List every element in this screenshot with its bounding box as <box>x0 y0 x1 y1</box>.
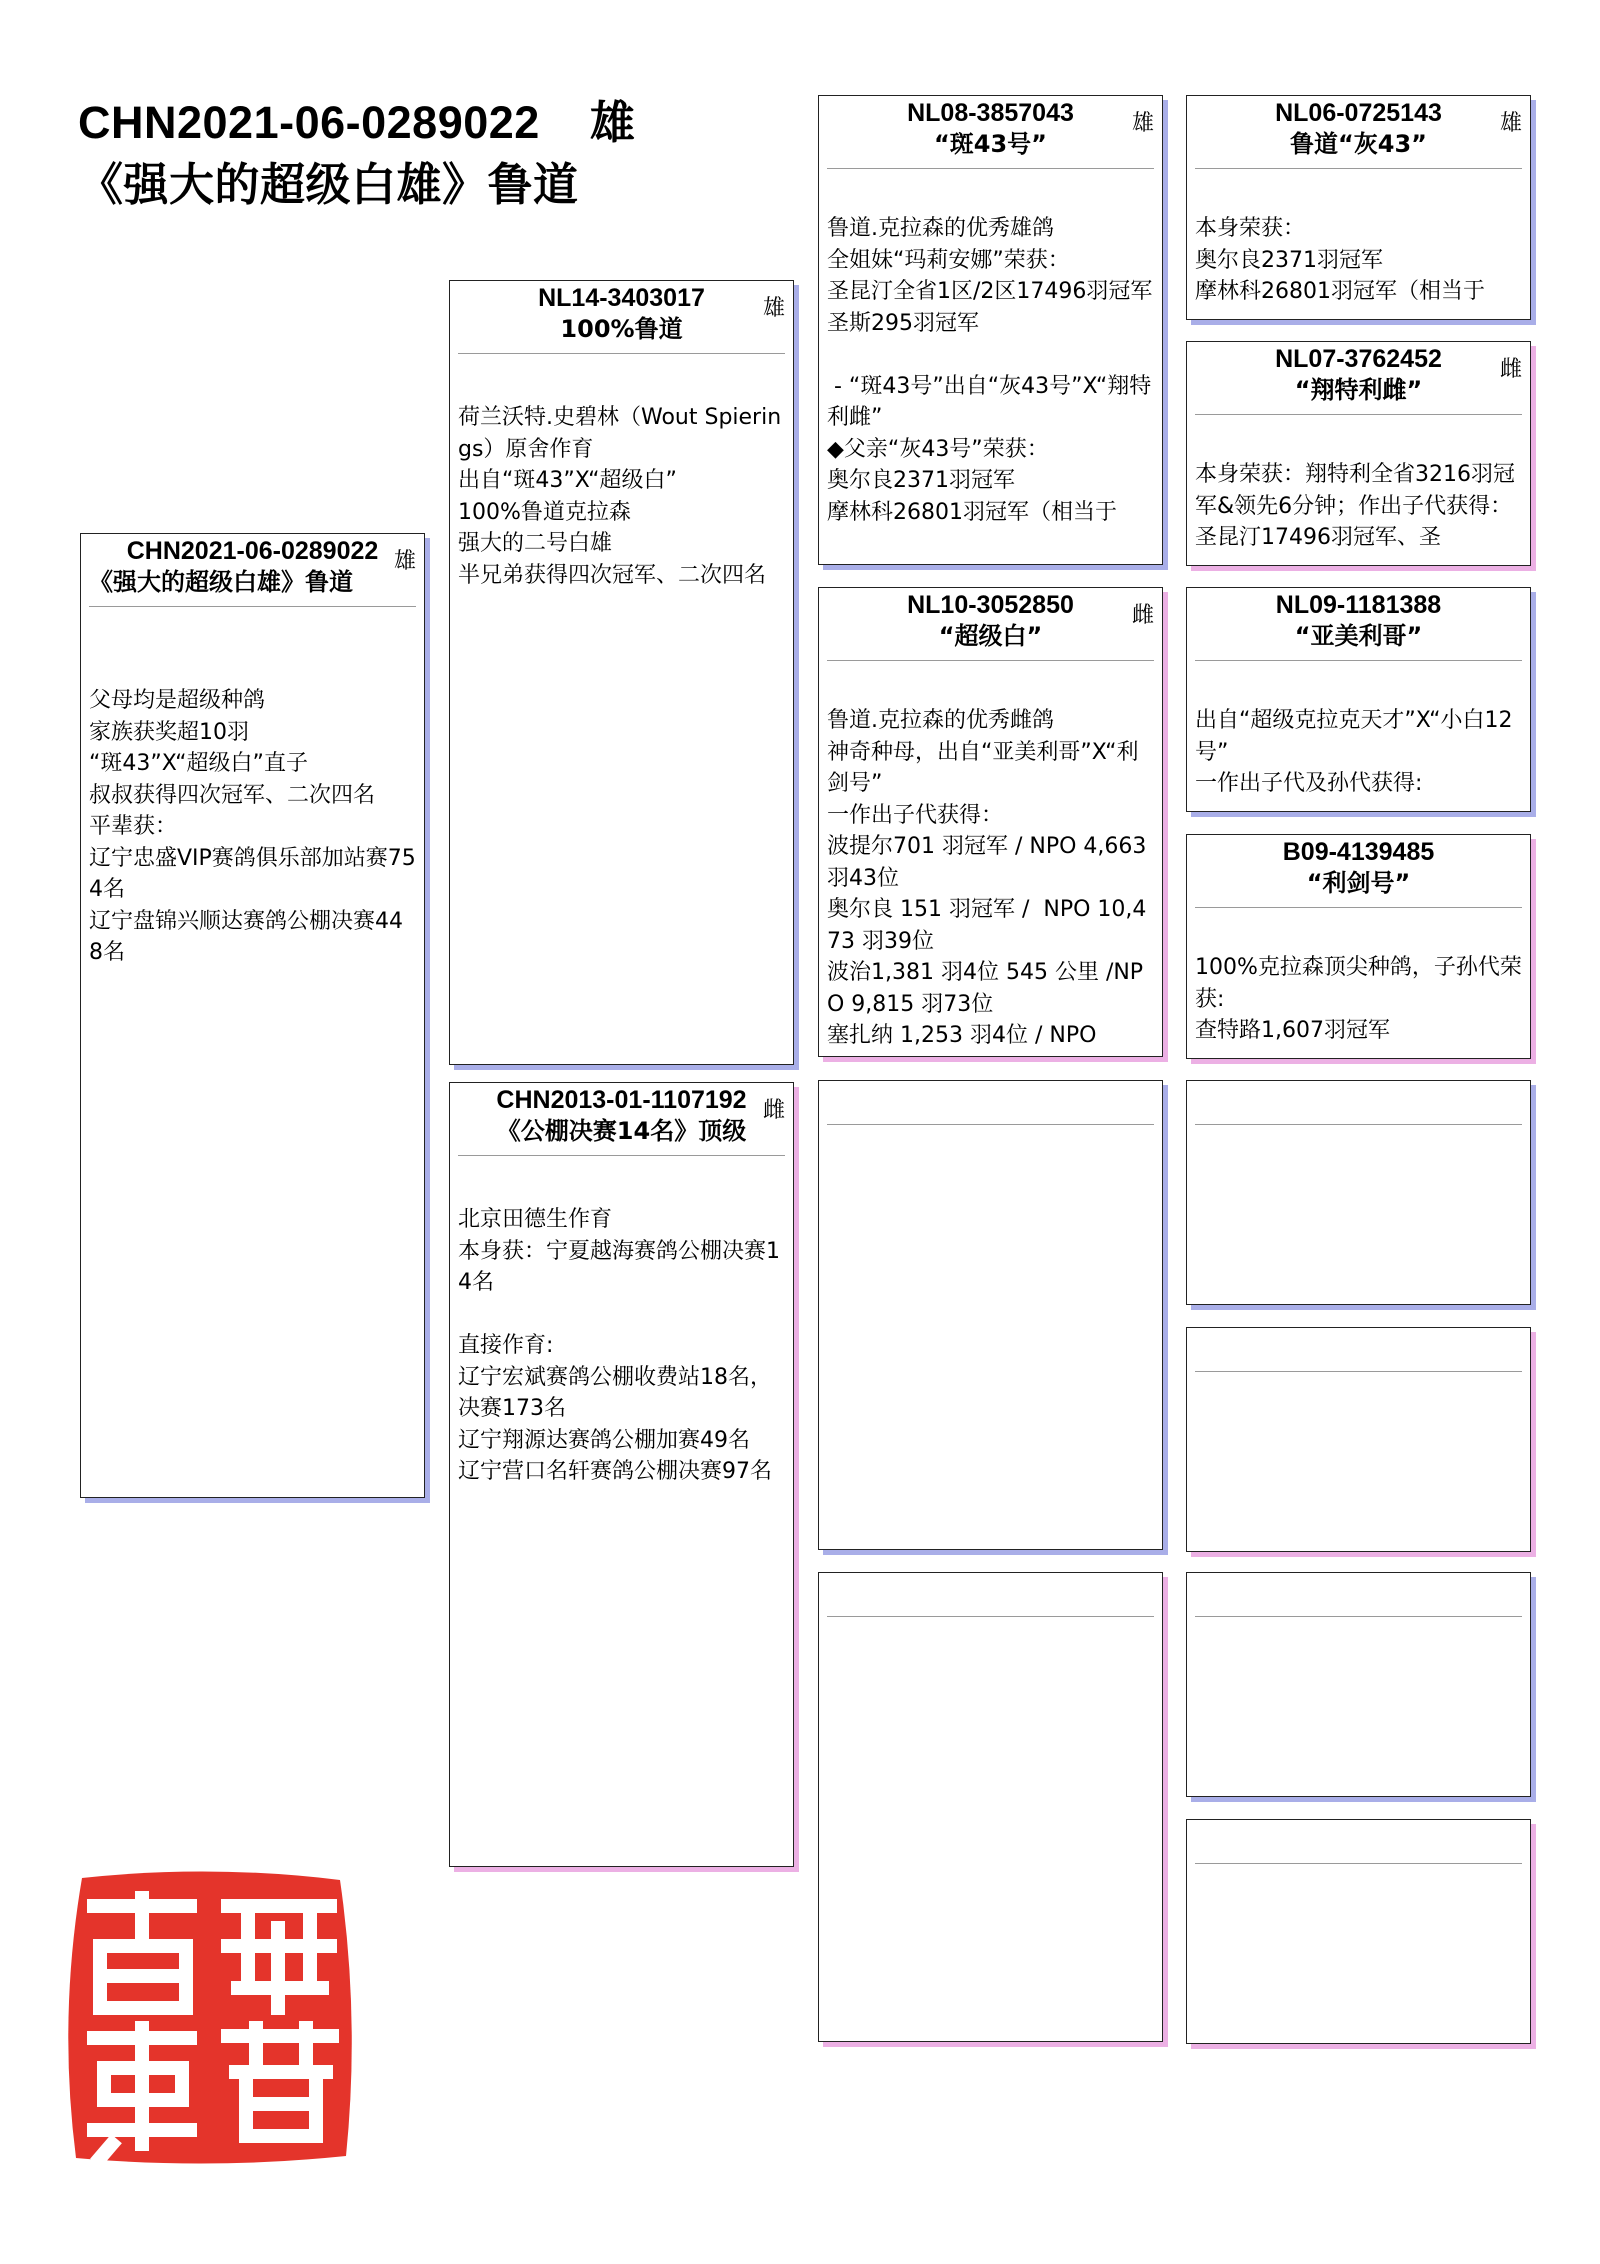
ring-number: NL14-3403017 <box>538 284 705 312</box>
card-header <box>1187 96 1530 160</box>
card-divider <box>1195 1863 1522 1864</box>
card-description: 荷兰沃特.史碧林（Wout Spierings）原舍作育 出自“斑43”X“超级白” 100%鲁道克拉森 强大的二号白雄 半兄弟获得四次冠军、二次四名 <box>458 405 782 588</box>
card-header <box>819 96 1162 160</box>
ring-number: CHN2021-06-0289022 <box>126 537 379 565</box>
bird-name: 《公棚决赛14名》顶级 <box>496 1117 747 1145</box>
card-header <box>819 1081 1162 1116</box>
ring-number: CHN2013-01-1107192 <box>496 1086 747 1114</box>
card-divider <box>1195 1124 1522 1125</box>
ring-number: NL07-3762452 <box>1275 345 1442 373</box>
pedigree-card-sdd <box>1186 834 1531 1059</box>
seal-stamp <box>60 1868 360 2168</box>
card-divider <box>827 1616 1154 1617</box>
card-header <box>81 534 424 598</box>
pedigree-card-sire-dam <box>818 587 1163 1057</box>
card-description: 出自“超级克拉克天才”X“小白12号” 一作出子代及孙代获得: <box>1195 708 1513 796</box>
pedigree-card-dam-dam <box>818 1572 1163 2042</box>
card-header <box>1187 1820 1530 1855</box>
title-sex: 雄 <box>589 97 636 148</box>
pedigree-card-ssd <box>1186 341 1531 566</box>
card-description: 父母均是超级种鸽 家族获奖超10羽 “斑43”X“超级白”直子 叔叔获得四次冠军、二次四名 平辈获： 辽宁忠盛VIP赛鸽俱乐部加站赛754名 辽宁盘锦兴顺达赛鸽公棚决赛448名 <box>89 688 416 965</box>
card-description: 北京田德生作育 本身获：宁夏越海赛鸽公棚决赛14名 直接作育: 辽宁宏斌赛鸽公棚收费站18名，决赛173名 辽宁翔源达赛鸽公棚加赛49名 辽宁营口名轩赛鸽公棚决赛97名 <box>458 1207 780 1484</box>
bird-name: “斑43号” <box>934 130 1047 158</box>
title-name: 《强大的超级白雄》鲁道 <box>78 159 579 210</box>
card-divider <box>827 1124 1154 1125</box>
bird-name: “亚美利哥” <box>1294 622 1423 650</box>
bird-name: “利剑号” <box>1306 869 1411 897</box>
bird-name: 鲁道“灰43” <box>1290 130 1427 158</box>
pedigree-card-dsd <box>1186 1327 1531 1552</box>
card-divider <box>1195 1616 1522 1617</box>
card-description: 鲁道.克拉森的优秀雌鸽 神奇种母，出自“亚美利哥”X“利剑号” 一作出子代获得： 波提尔701 羽冠军 / NPO 4,663羽43位 奥尔良 151 羽冠军 / NPO 10,473 羽39位 波治1,381 羽4位 545 公里 /NPO 9,815 羽73位 塞扎纳 1,253 羽4位 / NPO <box>827 708 1147 1048</box>
ring-number: B09-4139485 <box>1282 838 1435 866</box>
sex-label: 雄 <box>1131 111 1154 136</box>
card-header <box>1187 342 1530 406</box>
card-header <box>1187 1573 1530 1608</box>
sex-label: 雄 <box>393 549 416 574</box>
card-header <box>1187 1081 1530 1116</box>
bird-name: 《强大的超级白雄》鲁道 <box>89 568 353 596</box>
card-description: 鲁道.克拉森的优秀雄鸽 全姐妹“玛莉安娜”荣获： 圣昆汀全省1区/2区17496羽冠军 圣斯295羽冠军 - “斑43号”出自“灰43号”X“翔特利雌” ◆父亲“灰43号”荣获： 奥尔良2371羽冠军 摩林科26801羽冠军（相当于 <box>827 216 1153 525</box>
sex-label: 雄 <box>762 296 785 321</box>
sex-label: 雌 <box>1131 603 1154 628</box>
card-divider <box>1195 1371 1522 1372</box>
card-description: 本身荣获：翔特利全省3216羽冠军&领先6分钟；作出子代获得：圣昆汀17496羽冠军、圣 <box>1195 462 1515 550</box>
sex-label: 雄 <box>1499 111 1522 136</box>
pedigree-card-sds <box>1186 587 1531 812</box>
card-header <box>1187 588 1530 652</box>
bird-name: 100%鲁道 <box>560 315 683 343</box>
seal-stamp-graphic <box>60 1868 360 2168</box>
pedigree-card-dds <box>1186 1572 1531 1797</box>
pedigree-card-dss <box>1186 1080 1531 1305</box>
pedigree-card-dam <box>449 1082 794 1867</box>
card-header <box>1187 1328 1530 1363</box>
page-title <box>78 92 635 216</box>
pedigree-card-sire <box>449 280 794 1065</box>
card-header <box>1187 835 1530 899</box>
pedigree-card-sss <box>1186 95 1531 320</box>
card-header <box>450 281 793 345</box>
card-header <box>819 588 1162 652</box>
pedigree-card-dam-sire <box>818 1080 1163 1550</box>
pedigree-card-subject <box>80 533 425 1498</box>
bird-name: “超级白” <box>938 622 1043 650</box>
sex-label: 雌 <box>1499 357 1522 382</box>
card-header <box>819 1573 1162 1608</box>
card-description: 本身荣获： 奥尔良2371羽冠军 摩林科26801羽冠军（相当于 <box>1195 216 1485 304</box>
pedigree-card-ddd <box>1186 1819 1531 2044</box>
ring-number: NL09-1181388 <box>1275 591 1442 619</box>
sex-label: 雌 <box>762 1098 785 1123</box>
ring-number: NL06-0725143 <box>1275 99 1442 127</box>
card-header <box>450 1083 793 1147</box>
ring-number: NL10-3052850 <box>907 591 1074 619</box>
ring-number: NL08-3857043 <box>907 99 1074 127</box>
pedigree-card-sire-sire <box>818 95 1163 565</box>
bird-name: “翔特利雌” <box>1294 376 1423 404</box>
title-ring: CHN2021-06-0289022 <box>78 97 540 148</box>
card-description: 100%克拉森顶尖种鸽，子孙代荣获: 查特路1,607羽冠军 <box>1195 955 1522 1043</box>
